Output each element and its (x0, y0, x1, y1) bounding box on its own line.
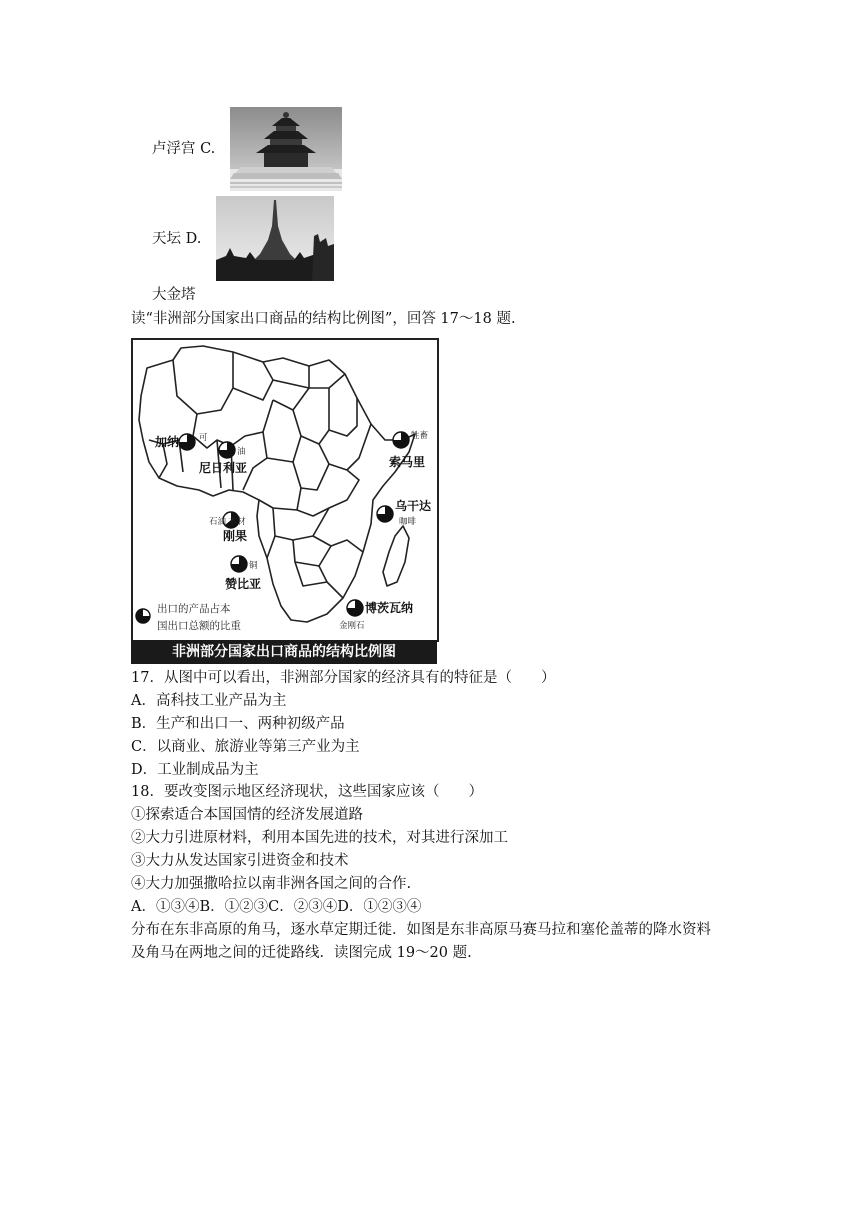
congo-product: 石油 木材 (209, 517, 246, 527)
somalia-label: 索马里 (389, 455, 426, 469)
option-c-label: 天坛 D. (152, 231, 202, 247)
map-legend (136, 602, 241, 632)
map-caption: 非洲部分国家出口商品的结构比例图 (131, 640, 437, 664)
uganda-marker (377, 498, 431, 527)
congo-marker (209, 512, 247, 543)
q17-option-b: B．生产和出口一、两种初级产品 (131, 716, 345, 732)
q18-stem: 18．要改变图示地区经济现状，这些国家应该（ ） (131, 784, 483, 800)
option-d-label: 大金塔 (152, 287, 196, 303)
ghana-label: 加纳 (155, 435, 180, 449)
botswana-label: 博茨瓦纳 (365, 601, 414, 615)
q18-item-3: ③大力从发达国家引进资金和技术 (131, 853, 349, 869)
q17-option-d: D．工业制成品为主 (131, 762, 259, 778)
somalia-product: 牲畜 (411, 431, 429, 441)
somalia-marker (389, 430, 429, 469)
q18-item-2: ②大力引进原材料，利用本国先进的技术，对其进行深加工 (131, 830, 508, 846)
zambia-label: 赞比亚 (225, 577, 262, 591)
passage-line-1: 分布在东非高原的角马，逐水草定期迁徙．如图是东非高原马赛马拉和塞伦盖蒂的降水资料 (131, 922, 711, 938)
option-b-label: 卢浮宫 C. (152, 141, 216, 157)
congo-label: 刚果 (223, 529, 248, 543)
legend-line-1: 出口的产品占本 (157, 603, 231, 615)
q18-answers: A．①③④B．①②③C．②③④D．①②③④ (131, 899, 422, 915)
passage-line-2: 及角马在两地之间的迁徙路线．读图完成 19～20 题. (131, 945, 472, 961)
nigeria-product: 油 (237, 447, 246, 457)
botswana-product: 金刚石 (339, 621, 365, 631)
uganda-label: 乌干达 (395, 499, 432, 513)
q17-option-c: C．以商业、旅游业等第三产业为主 (131, 739, 360, 755)
temple-of-heaven-photo (230, 107, 342, 191)
uganda-product: 咖啡 (399, 517, 417, 527)
q17-option-a: A．高科技工业产品为主 (131, 693, 287, 709)
q18-item-4: ④大力加强撒哈拉以南非洲各国之间的合作. (131, 876, 412, 892)
nigeria-label: 尼日利亚 (199, 461, 248, 475)
madagascar (383, 526, 409, 586)
q18-item-1: ①探索适合本国国情的经济发展道路 (131, 807, 363, 823)
intro-text: 读“非洲部分国家出口商品的结构比例图”，回答 17～18 题. (131, 311, 516, 327)
zambia-product: 铜 (249, 561, 258, 571)
ghana-product: 可 (199, 433, 208, 443)
ghana-marker (154, 433, 208, 450)
legend-line-2: 国出口总额的比重 (157, 620, 241, 632)
botswana-marker (339, 600, 413, 631)
africa-coastline (139, 346, 415, 622)
q17-stem: 17．从图中可以看出，非洲部分国家的经济具有的特征是（ ） (131, 670, 556, 686)
africa-export-map (131, 338, 439, 642)
zambia-marker (225, 556, 261, 591)
golden-pagoda-photo (216, 196, 334, 281)
